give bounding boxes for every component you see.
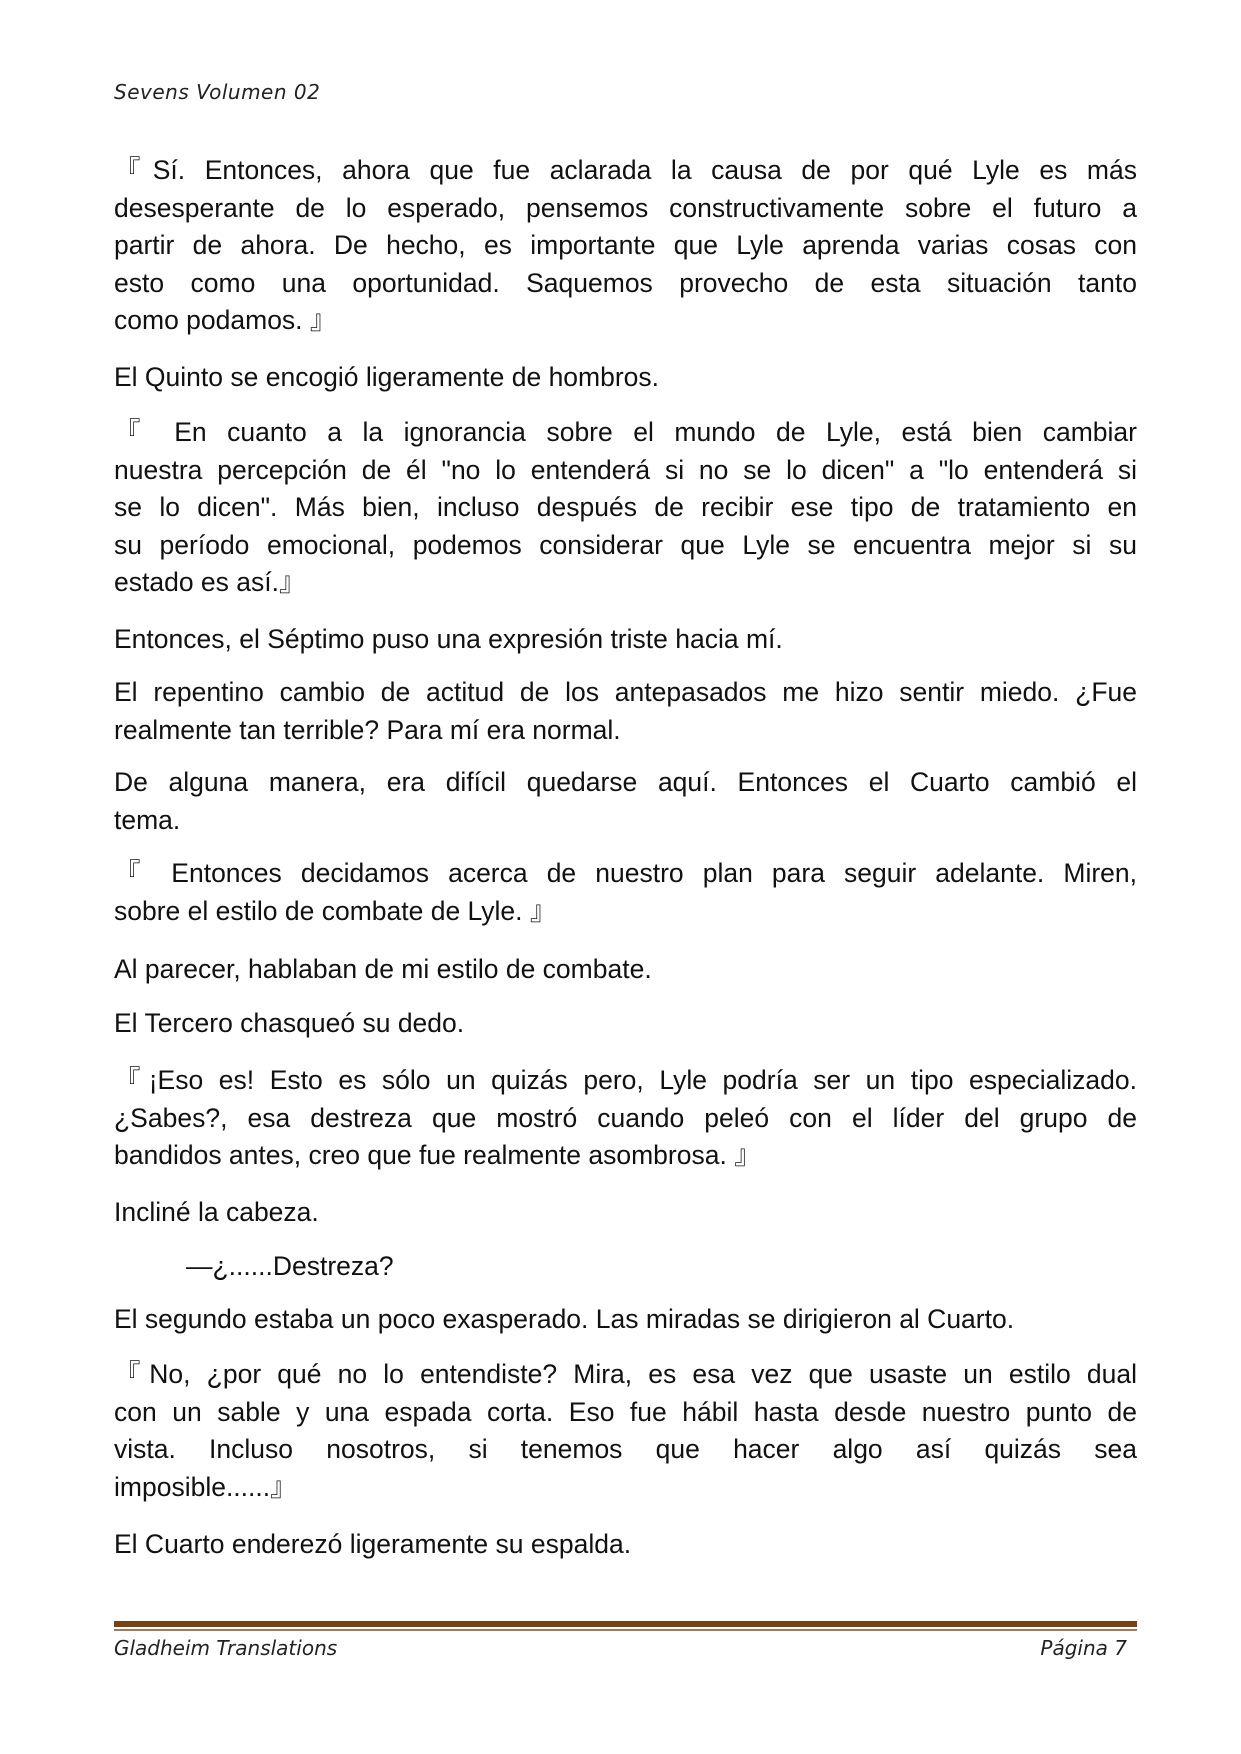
text-line: Incliné la cabeza. [114, 1197, 319, 1227]
text-line: De alguna manera, era difícil quedarse aquí. Entonces el Cuarto cambió el [114, 767, 1137, 797]
text-line: con un sable y una espada corta. Eso fue hábil hasta desde nuestro punto de [114, 1396, 1137, 1427]
text-line: El segundo estaba un poco exasperado. Las miradas se dirigieron al Cuarto. [114, 1304, 1015, 1334]
text-line: ¿Sabes?, esa destreza que mostró cuando peleó con el líder del grupo de [114, 1102, 1137, 1133]
paragraph [114, 1248, 1137, 1286]
text-line: Entonces, el Séptimo puso una expresión triste hacia mí. [114, 624, 783, 654]
footer-rule-thin [114, 1629, 1137, 1631]
paragraph [114, 1526, 1137, 1564]
text-line: su período emocional, podemos considerar que Lyle se encuentra mejor si su [114, 529, 1137, 560]
text-line: Al parecer, hablaban de mi estilo de combate. [114, 954, 652, 984]
running-header: Sevens Volumen 02 [114, 80, 321, 104]
text-line: El Cuarto enderezó ligeramente su espalda. [114, 1529, 632, 1559]
text-line: nuestra percepción de él "no lo entenderá si no se lo dicen" a "lo entenderá si [114, 454, 1137, 485]
text-line: bandidos antes, creo que fue realmente asombrosa. 』 [114, 1140, 761, 1170]
text-line: El Tercero chasqueó su dedo. [114, 1008, 465, 1038]
paragraph [114, 359, 1137, 397]
text-line: —¿......Destreza? [186, 1251, 394, 1281]
text-line: se lo dicen". Más bien, incluso después de recibir ese tipo de tratamiento en [114, 492, 1137, 522]
paragraph [114, 674, 1137, 749]
paragraph [114, 152, 1137, 340]
paragraph [114, 1356, 1137, 1506]
text-line: desesperante de lo esperado, pensemos constructivamente sobre el futuro a [114, 192, 1137, 223]
page-number: Página 7 [1040, 1636, 1127, 1660]
text-line: como podamos. 』 [114, 305, 337, 335]
paragraph [114, 764, 1137, 839]
text-line: 『No, ¿por qué no lo entendiste? Mira, es esa vez que usaste un estilo dual [114, 1359, 1137, 1389]
paragraph [114, 1194, 1137, 1232]
paragraph [114, 621, 1137, 659]
paragraph [114, 1301, 1137, 1339]
text-line: sobre el estilo de combate de Lyle. 』 [114, 895, 557, 926]
text-line: estado es así.』 [114, 567, 306, 597]
text-line: vista. Incluso nosotros, si tenemos que hacer algo así quizás sea [114, 1434, 1137, 1464]
text-line: esto como una oportunidad. Saquemos provecho de esta situación tanto [114, 267, 1137, 298]
text-line: tema. [114, 804, 181, 835]
text-line: El repentino cambio de actitud de los antepasados me hizo sentir miedo. ¿Fue [114, 677, 1137, 707]
text-line: partir de ahora. De hecho, es importante que Lyle aprenda varias cosas con [114, 230, 1137, 260]
text-line: 『 Entonces decidamos acerca de nuestro plan para seguir adelante. Miren, [114, 858, 1137, 888]
paragraph [114, 855, 1137, 930]
paragraph [114, 1062, 1137, 1175]
paragraph [114, 414, 1137, 602]
text-line: El Quinto se encogió ligeramente de hombros. [114, 362, 660, 392]
paragraph [114, 1005, 1137, 1043]
footer-publisher: Gladheim Translations [114, 1636, 338, 1660]
text-line: 『 En cuanto a la ignorancia sobre el mundo de Lyle, está bien cambiar [114, 417, 1137, 447]
text-line: realmente tan terrible? Para mí era normal. [114, 714, 621, 745]
text-line: imposible......』 [114, 1471, 297, 1502]
text-line: 『Sí. Entonces, ahora que fue aclarada la causa de por qué Lyle es más [114, 155, 1137, 185]
footer-rule [114, 1621, 1137, 1627]
text-line: 『¡Eso es! Esto es sólo un quizás pero, Lyle podría ser un tipo especializado. [114, 1065, 1137, 1095]
paragraph [114, 951, 1137, 989]
